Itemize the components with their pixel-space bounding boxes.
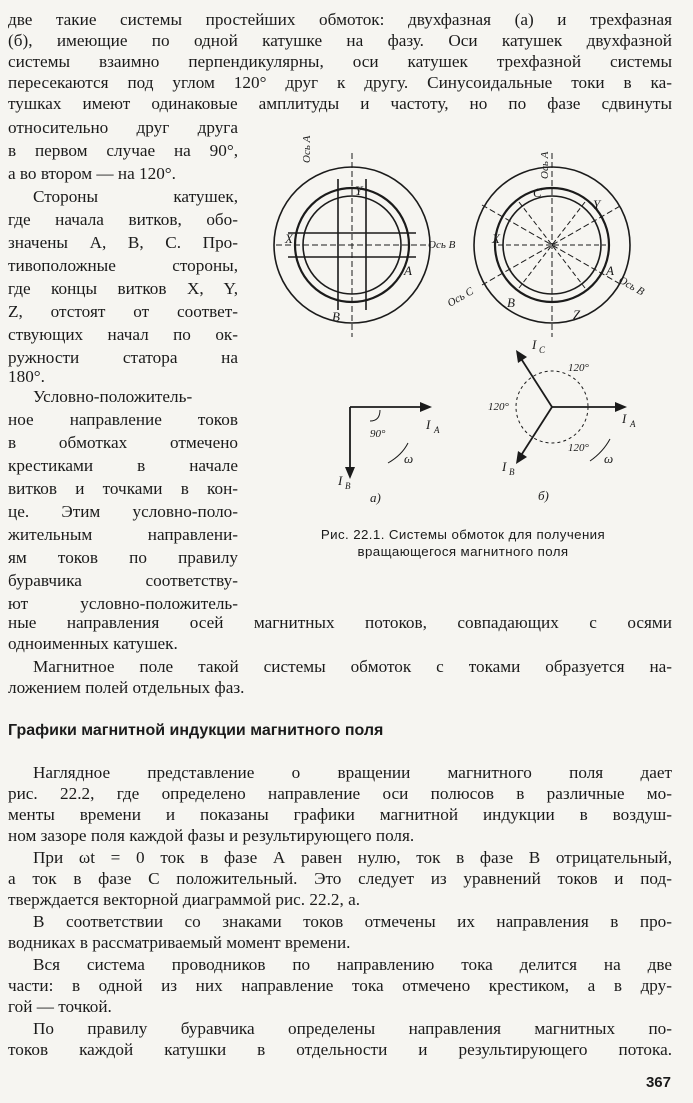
column-line-9: Z, отстоят от соответ- (8, 302, 238, 321)
svg-text:120°: 120° (568, 362, 589, 374)
arrow-ia (420, 402, 432, 412)
column-line-22: ют условно-положитель- (8, 594, 238, 613)
after-figure-line-1: ные направления осей магнитных потоков, совпадающих с осями (8, 613, 672, 632)
section-line-10: Вся система проводников по направлению тока делится на две (33, 955, 672, 974)
svg-text:ω: ω (404, 451, 414, 466)
svg-text:A: A (606, 263, 614, 278)
intro-line-4: пересекаются под углом 120° друг к другу. Синусоидальные токи в ка- (8, 73, 672, 92)
svg-text:а): а) (370, 490, 381, 505)
svg-text:Y: Y (593, 197, 601, 212)
two-phase-stator (274, 153, 430, 337)
svg-text:Ось B: Ось B (428, 239, 456, 251)
column-line-16: крестиками в начале (8, 456, 238, 475)
after-figure-line-2: одноименных катушек. (8, 634, 178, 653)
svg-text:б): б) (538, 488, 549, 503)
section-line-13: По правилу буравчика определены направления магнитных по- (33, 1019, 672, 1038)
column-line-11: ружности статора на (8, 348, 238, 367)
column-line-18: це. Этим условно-поло- (8, 502, 238, 521)
svg-text:Ось A: Ось A (301, 135, 313, 163)
section-line-2: рис. 22.2, где определено направление оси полюсов в различные мо- (8, 784, 672, 803)
column-line-21: буравчика соответству- (8, 571, 238, 590)
svg-text:X: X (285, 231, 293, 246)
svg-text:A: A (404, 263, 412, 278)
column-line-8: где концы витков X, Y, (8, 279, 238, 298)
column-line-7: тивоположные стороны, (8, 256, 238, 275)
vector-b-labels (488, 337, 636, 503)
section-heading: Графики магнитной индукции магнитного поля (8, 722, 384, 739)
svg-text:B: B (507, 295, 515, 310)
vector-diagram-a (350, 407, 425, 472)
intro-line-2: (б), имеющие по одной катушке на фазу. Оси катушек двухфазной (8, 31, 672, 50)
section-line-11: части: в одной из них направление тока отмечено крестиком, а в дру- (8, 976, 672, 995)
svg-text:B: B (332, 309, 340, 324)
svg-text:I: I (426, 417, 431, 432)
column-line-1: относительно друг друга (8, 118, 238, 137)
svg-text:C: C (539, 345, 546, 355)
section-line-7: тверждается векторной диаграммой рис. 22.2, а. (8, 890, 360, 909)
svg-text:ω: ω (604, 451, 614, 466)
svg-text:X: X (492, 231, 500, 246)
section-line-4: ном зазоре поля каждой фазы и результирующего поля. (8, 826, 415, 845)
svg-text:I: I (338, 473, 343, 488)
section-line-12: гой — точкой. (8, 997, 112, 1016)
section-line-8: В соответствии со знаками токов отмечены их направления в про- (33, 912, 672, 931)
figure-caption-line-1: Рис. 22.1. Системы обмоток для получения (320, 527, 606, 542)
intro-line-1: две такие системы простейших обмоток: двухфазная (а) и трехфазная (8, 10, 672, 29)
after-figure-line-3: Магнитное поле такой системы обмоток с токами образуется на- (33, 657, 672, 676)
arrow-ib-b (516, 451, 527, 464)
column-line-4: Стороны катушек, (33, 187, 238, 206)
intro-line-3: системы взаимно перпендикулярны, оси катушек трехфазной системы (8, 52, 672, 71)
column-line-10: ствующих начал по ок- (8, 325, 238, 344)
section-line-9: водниках в рассматриваемый момент времени. (8, 933, 351, 952)
svg-text:Ось A: Ось A (539, 151, 551, 179)
column-line-14: ное направление токов (8, 410, 238, 429)
section-line-14: токов каждой катушки в отдельности и результирующего потока. (8, 1040, 672, 1059)
column-line-13: Условно-положитель- (33, 387, 193, 406)
column-line-17: витков и точками в кон- (8, 479, 238, 498)
column-line-5: где начала витков, обо- (8, 210, 238, 229)
after-figure-line-4: ложением полей отдельных фаз. (8, 678, 245, 697)
svg-text:120°: 120° (568, 442, 589, 454)
column-line-19: жительным направлени- (8, 525, 238, 544)
column-line-15: в обмотках отмечено (8, 433, 238, 452)
column-line-2: в первом случае на 90°, (8, 141, 238, 160)
two-phase-labels (284, 135, 456, 324)
svg-text:B: B (509, 467, 515, 477)
column-line-3: а во втором — на 120°. (8, 164, 176, 183)
page-number: 367 (645, 1074, 671, 1091)
svg-text:B: B (345, 481, 351, 491)
svg-text:90°: 90° (370, 428, 386, 440)
figure-22-1 (270, 135, 670, 520)
svg-text:120°: 120° (488, 401, 509, 413)
figure-caption-line-2: вращающегося магнитного поля (357, 544, 569, 559)
column-line-6: значены А, В, С. Про- (8, 233, 238, 252)
svg-text:C: C (533, 185, 542, 200)
svg-text:I: I (502, 459, 507, 474)
svg-text:I: I (622, 411, 627, 426)
svg-text:Ось C: Ось C (445, 285, 476, 310)
section-line-3: менты времени и показаны графики магнитной индукции в воздуш- (8, 805, 672, 824)
svg-text:A: A (434, 425, 440, 435)
arrow-ic (516, 350, 527, 363)
svg-text:Y: Y (355, 183, 363, 198)
section-line-1: Наглядное представление о вращении магнитного поля дает (33, 763, 672, 782)
column-line-12: 180°. (8, 367, 45, 386)
svg-text:Ось B: Ось B (616, 274, 647, 299)
intro-line-5: тушках имеют одинаковые амплитуды и частоту, но по фазе сдвинуты (8, 94, 672, 113)
section-line-6: а ток в фазе С положительный. Это следует из уравнений токов и под- (8, 869, 672, 888)
section-line-5: При ωt = 0 ток в фазе А равен нулю, ток в фазе В отрицательный, (33, 848, 672, 867)
svg-text:A: A (630, 419, 636, 429)
vector-a-labels (337, 417, 440, 505)
arrow-ib (345, 467, 355, 479)
svg-text:Z: Z (573, 307, 581, 322)
column-line-20: ям токов по правилу (8, 548, 238, 567)
svg-text:I: I (532, 337, 537, 352)
